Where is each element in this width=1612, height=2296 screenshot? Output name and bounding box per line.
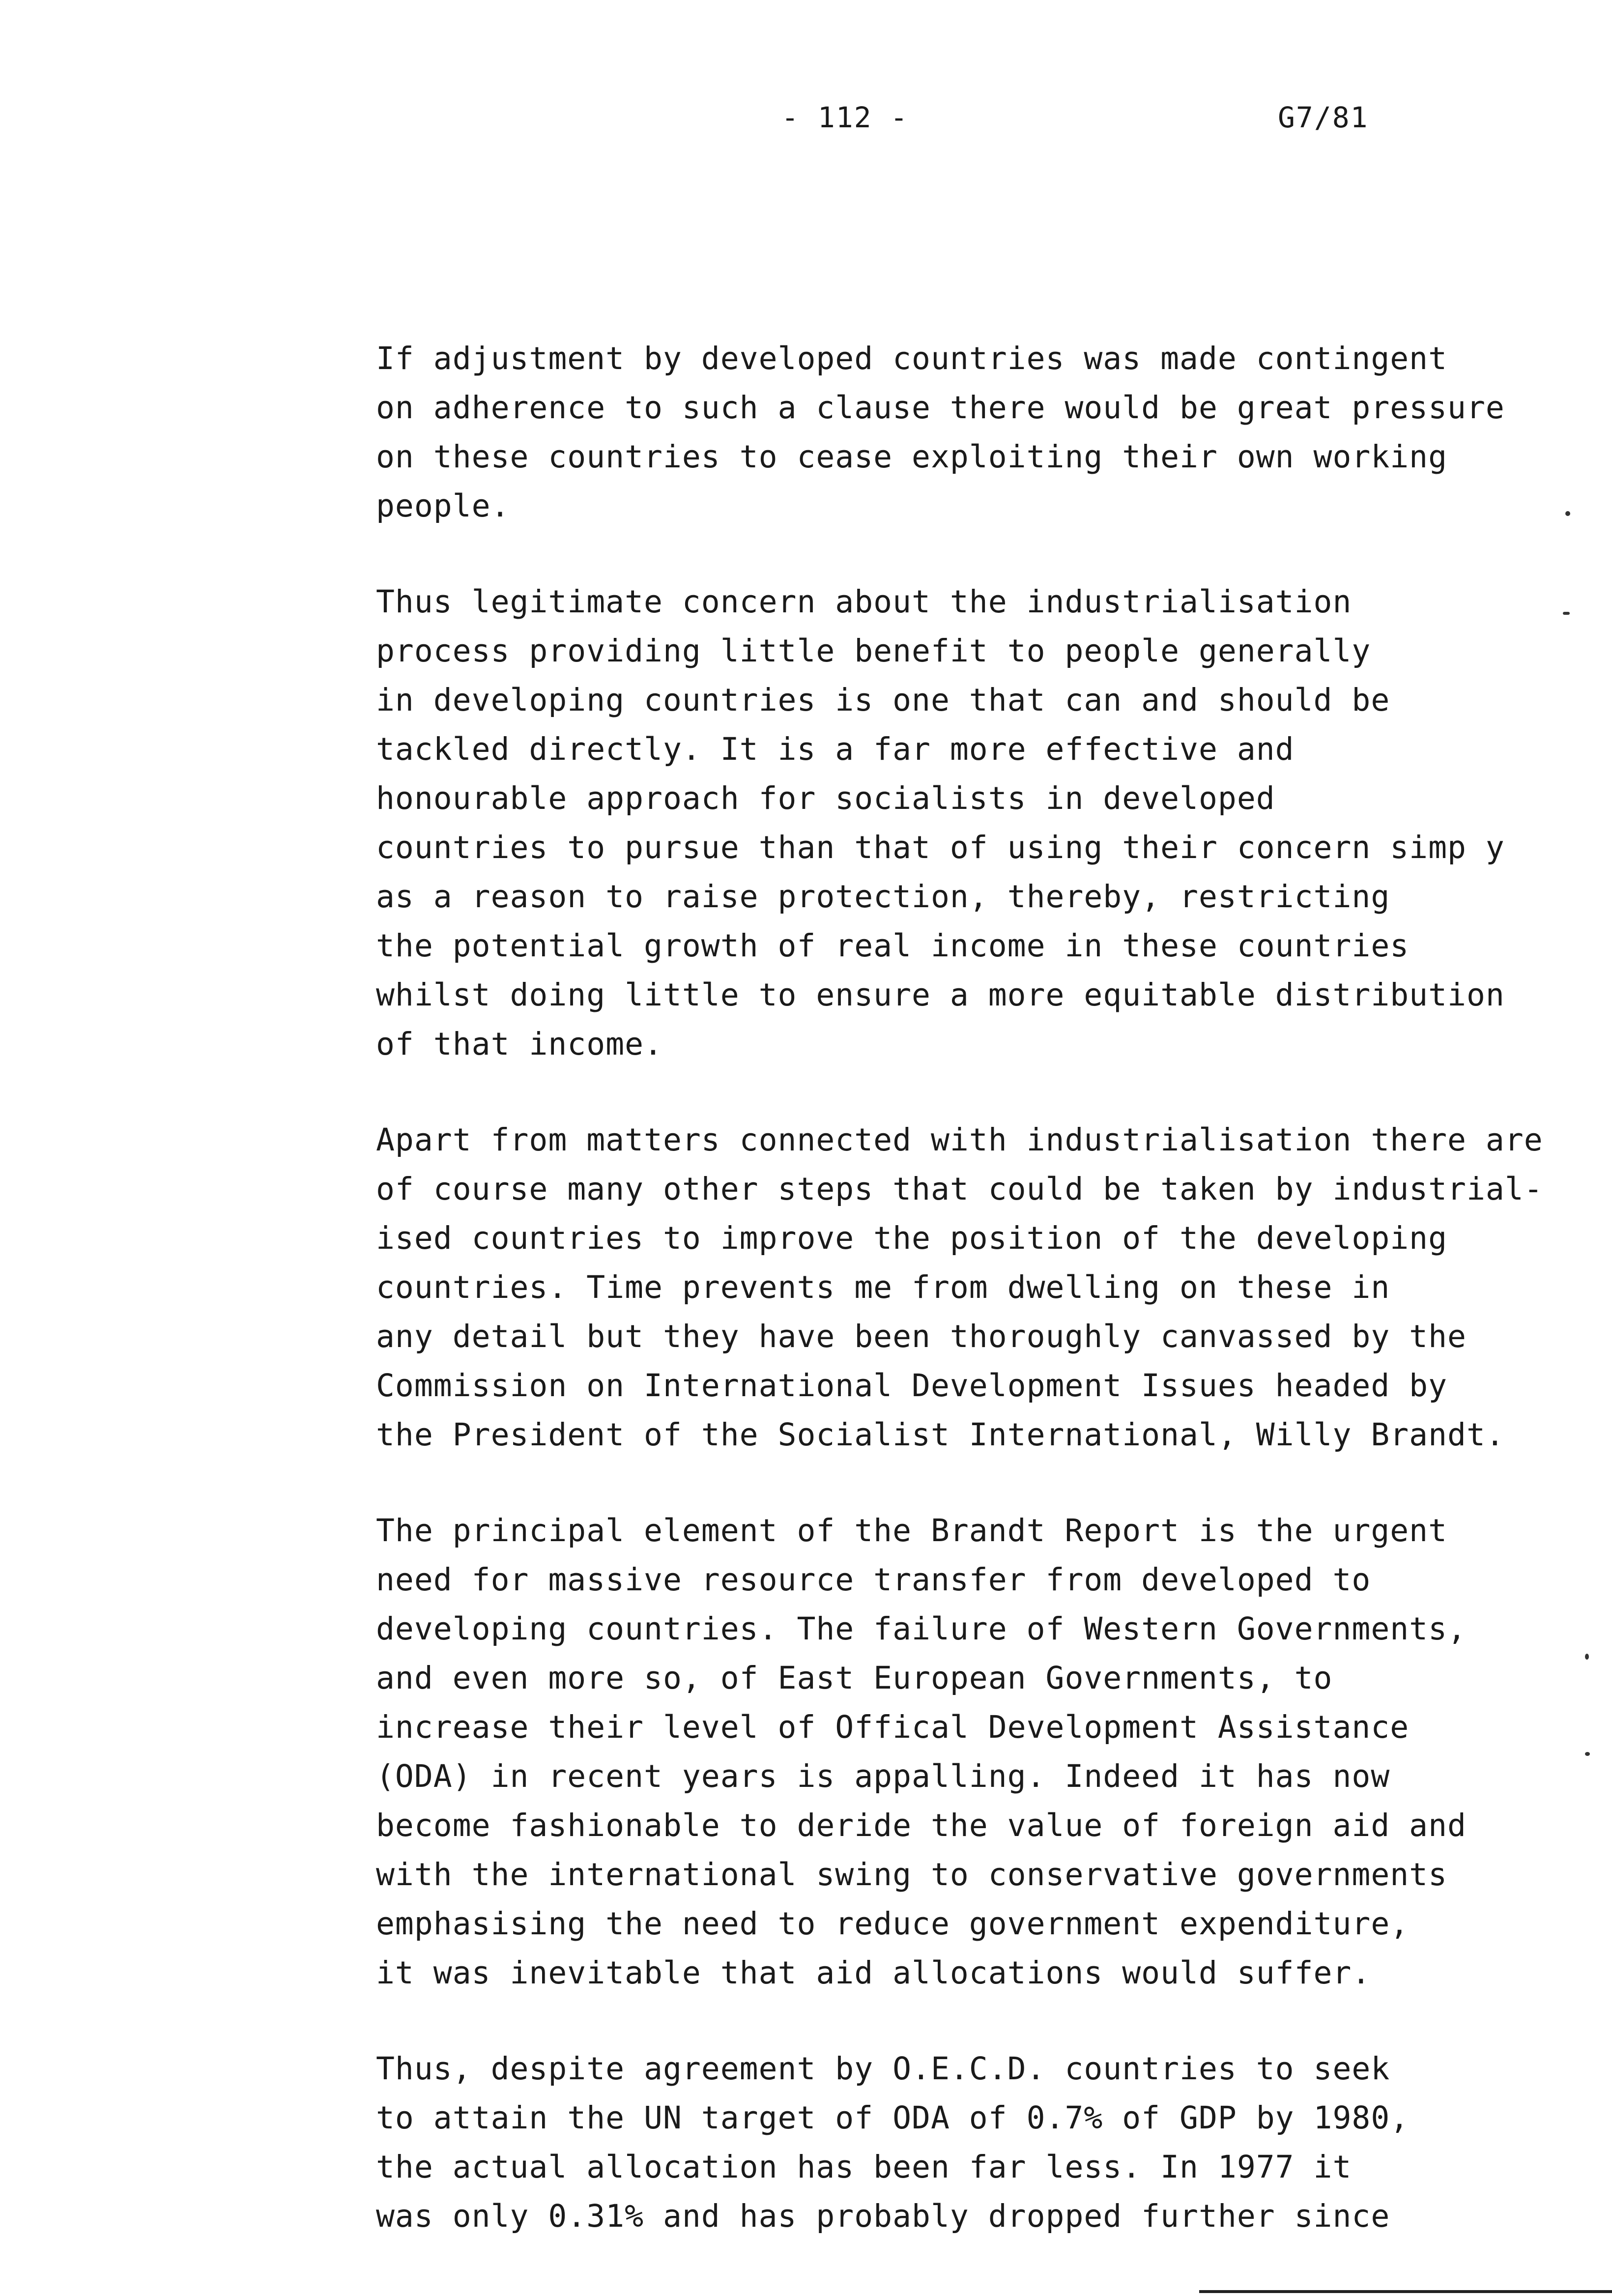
text-line: (ODA) in recent years is appalling. Indeed it has now — [376, 1758, 1390, 1794]
text-line: countries to pursue than that of using their concern simp y — [376, 830, 1505, 865]
text-line: Commission on International Development Issues headed by — [376, 1368, 1448, 1404]
document-reference: G7/81 — [1278, 101, 1369, 134]
text-line: was only 0.31% and has probably dropped further since — [376, 2198, 1390, 2234]
page-number: - 112 - — [781, 101, 909, 134]
text-line: of course many other steps that could be taken by industrial- — [376, 1171, 1543, 1207]
text-line: The principal element of the Brandt Report is the urgent — [376, 1513, 1448, 1549]
text-line: to attain the UN target of ODA of 0.7% of GDP by 1980, — [376, 2100, 1410, 2136]
text-line: and even more so, of East European Governments, to — [376, 1660, 1333, 1696]
paragraph-3 — [376, 1116, 1585, 1460]
text-line: need for massive resource transfer from developed to — [376, 1562, 1371, 1598]
text-line: ised countries to improve the position of the developing — [376, 1220, 1448, 1256]
text-line: as a reason to raise protection, thereby, restricting — [376, 879, 1390, 915]
text-line: in developing countries is one that can and should be — [376, 682, 1390, 718]
text-line: increase their level of Offical Development Assistance — [376, 1709, 1410, 1745]
text-line: with the international swing to conservative governments — [376, 1857, 1448, 1893]
text-line: the potential growth of real income in these countries — [376, 928, 1410, 964]
margin-mark — [1563, 612, 1570, 615]
bottom-rule — [1199, 2290, 1612, 2293]
text-line: on these countries to cease exploiting their own working — [376, 439, 1448, 475]
text-line: honourable approach for socialists in developed — [376, 780, 1275, 816]
text-line: process providing little benefit to people generally — [376, 633, 1371, 669]
margin-mark — [1585, 1654, 1589, 1660]
text-line: on adherence to such a clause there would be great pressure — [376, 390, 1505, 426]
paragraph-1 — [376, 334, 1585, 531]
text-line: become fashionable to deride the value of foreign aid and — [376, 1808, 1467, 1843]
text-line: developing countries. The failure of Western Governments, — [376, 1611, 1467, 1647]
text-line: the actual allocation has been far less. In 1977 it — [376, 2149, 1352, 2185]
body-text — [376, 334, 1585, 2288]
text-line: If adjustment by developed countries was made contingent — [376, 341, 1448, 376]
paragraph-4 — [376, 1506, 1585, 1998]
text-line: it was inevitable that aid allocations would suffer. — [376, 1955, 1371, 1991]
text-line: whilst doing little to ensure a more equitable distribution — [376, 977, 1505, 1013]
paragraph-2 — [376, 577, 1585, 1069]
text-line: tackled directly. It is a far more effective and — [376, 731, 1295, 767]
margin-mark — [1565, 511, 1570, 516]
text-line: countries. Time prevents me from dwelling on these in — [376, 1269, 1390, 1305]
text-line: emphasising the need to reduce government expenditure, — [376, 1906, 1410, 1942]
text-line: Thus, despite agreement by O.E.C.D. countries to seek — [376, 2051, 1390, 2087]
margin-mark — [1585, 1752, 1590, 1756]
paragraph-5 — [376, 2044, 1585, 2241]
text-line: people. — [376, 488, 510, 524]
text-line: the President of the Socialist International, Willy Brandt. — [376, 1417, 1505, 1453]
text-line: Apart from matters connected with industrialisation there are — [376, 1122, 1543, 1158]
text-line: any detail but they have been thoroughly canvassed by the — [376, 1319, 1467, 1354]
text-line: Thus legitimate concern about the industrialisation — [376, 584, 1352, 620]
text-line: of that income. — [376, 1026, 663, 1062]
